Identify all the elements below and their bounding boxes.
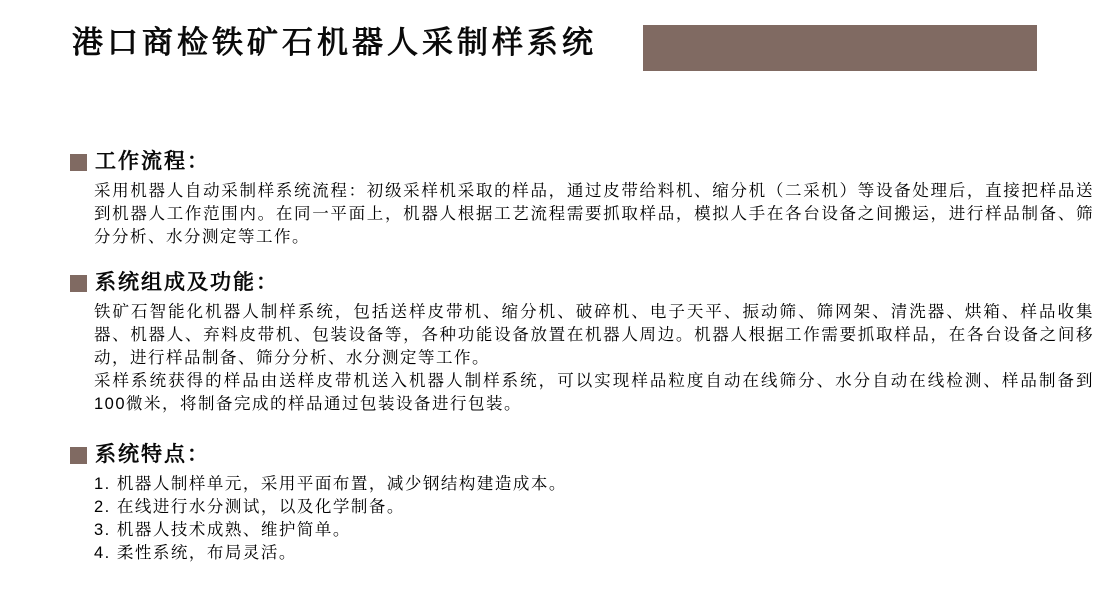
content-area <box>70 150 1094 565</box>
section-heading-row <box>70 443 1094 467</box>
section-heading: 工作流程： <box>95 150 210 173</box>
section-workflow <box>70 150 1094 249</box>
feature-list <box>94 473 1094 565</box>
square-bullet-icon <box>70 447 87 464</box>
section-features <box>70 443 1094 565</box>
section-paragraph: 采用机器人自动采制样系统流程：初级采样机采取的样品，通过皮带给料机、缩分机（二采机）等设备处理后，直接把样品送到机器人工作范围内。在同一平面上，机器人根据工艺流程需要抓取样品，模拟人手在各台设备之间搬运，进行样品制备、筛分分析、水分测定等工作。 <box>94 182 1094 246</box>
feature-item: 4. 柔性系统，布局灵活。 <box>94 544 297 562</box>
title-accent-bar <box>643 25 1037 71</box>
section-heading: 系统组成及功能： <box>95 271 279 294</box>
section-heading: 系统特点： <box>95 443 210 466</box>
feature-item: 2. 在线进行水分测试，以及化学制备。 <box>94 498 405 516</box>
feature-item: 1. 机器人制样单元，采用平面布置，减少钢结构建造成本。 <box>94 475 567 493</box>
section-paragraph: 采样系统获得的样品由送样皮带机送入机器人制样系统，可以实现样品粒度自动在线筛分、水分自动在线检测、样品制备到100微米，将制备完成的样品通过包装设备进行包装。 <box>94 372 1094 413</box>
square-bullet-icon <box>70 154 87 171</box>
square-bullet-icon <box>70 275 87 292</box>
section-paragraph: 铁矿石智能化机器人制样系统，包括送样皮带机、缩分机、破碎机、电子天平、振动筛、筛网架、清洗器、烘箱、样品收集器、机器人、弃料皮带机、包装设备等，各种功能设备放置在机器人周边。机器人根据工作需要抓取样品，在各台设备之间移动，进行样品制备、筛分分析、水分测定等工作。 <box>94 303 1094 367</box>
section-heading-row <box>70 271 1094 295</box>
page-title: 港口商检铁矿石机器人采制样系统 <box>72 25 597 60</box>
section-composition <box>70 271 1094 416</box>
feature-item: 3. 机器人技术成熟、维护简单。 <box>94 521 351 539</box>
section-heading-row <box>70 150 1094 174</box>
